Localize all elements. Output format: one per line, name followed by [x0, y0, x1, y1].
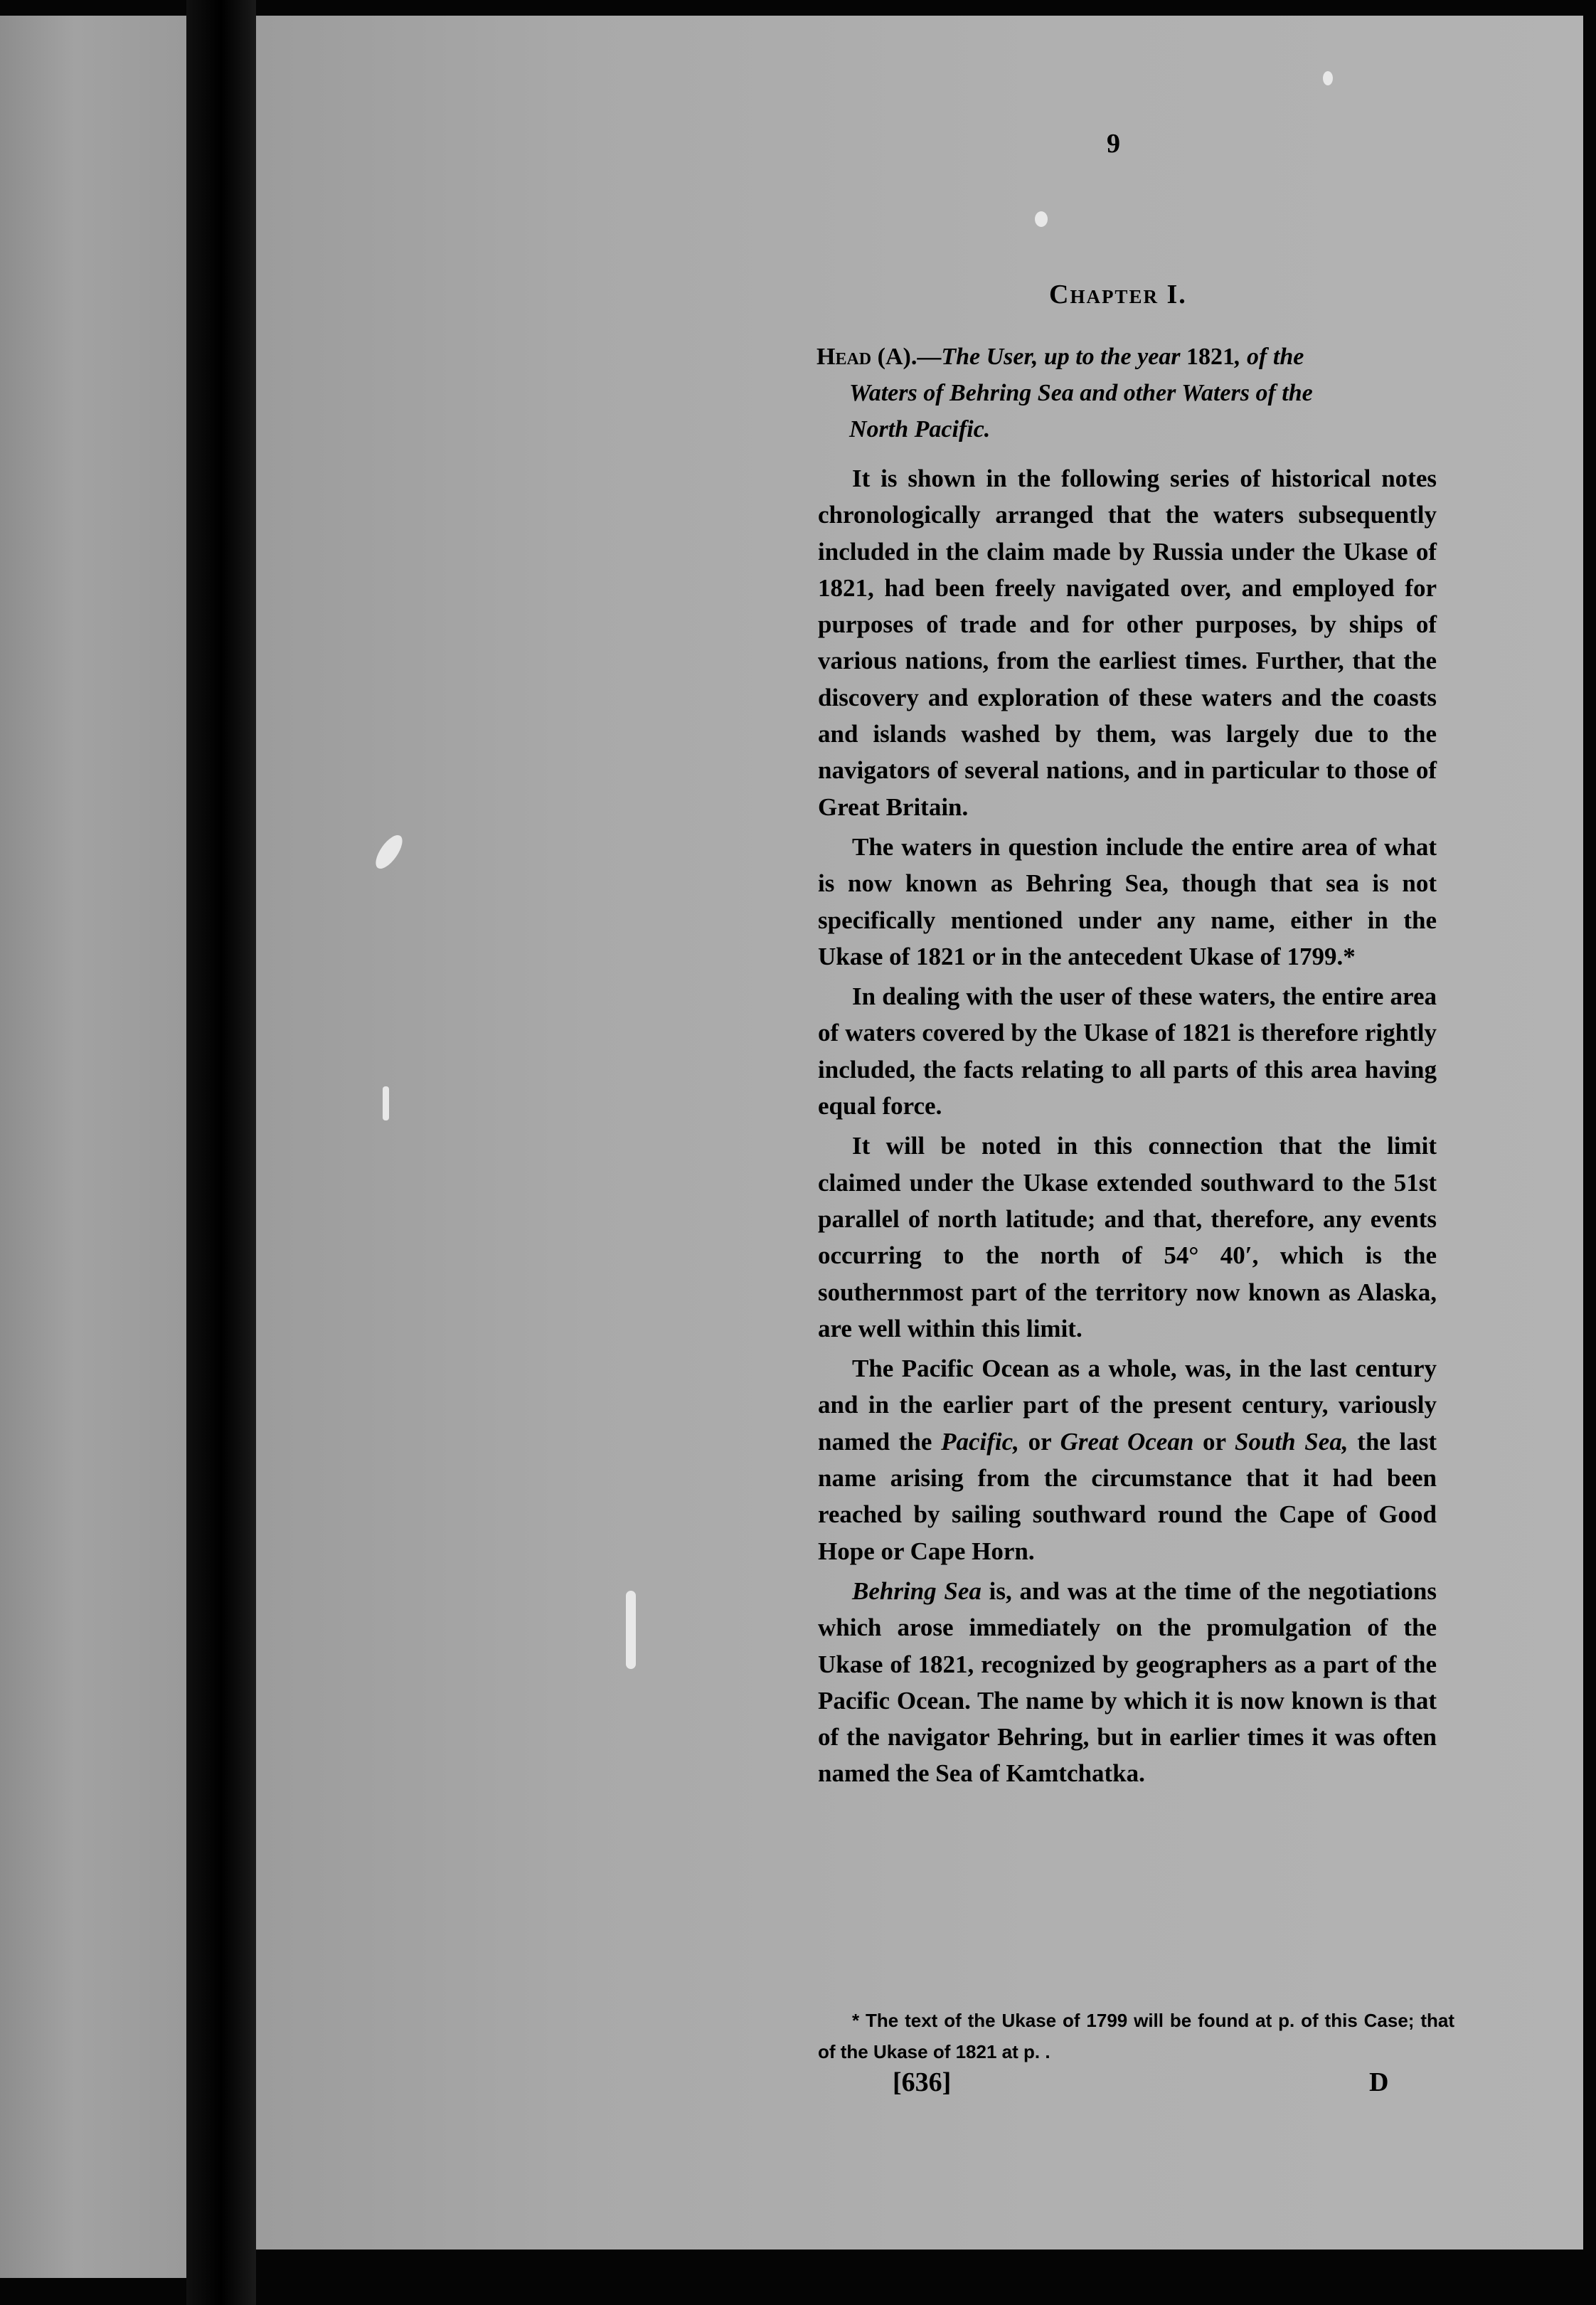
paper-blemish: [1035, 211, 1048, 227]
paper-blemish: [1323, 71, 1333, 85]
paper-blemish: [383, 1086, 389, 1120]
footnote-text: * The text of the Ukase of 1799 will be found at p. of this Case; that of the Ukase of 1821 at p. .: [818, 2010, 1454, 2062]
paper-blemish: [626, 1591, 636, 1669]
text-run: the last name arising from the circumstance that it had been reached by sailing southward round the Cape of Good Hope or Cape Horn.: [818, 1427, 1437, 1565]
italic-term: Pacific,: [941, 1427, 1019, 1456]
book-gutter: [186, 0, 256, 2305]
section-heading: [816, 339, 1437, 447]
paragraph: It will be noted in this connection that the limit claimed under the Ukase extended southward to the 51st parallel of north latitude; and that, therefore, any events occurring to the north of 54° 40′, which is the southernmost part of the territory now known as Alaska, are well within this limit.: [818, 1132, 1437, 1342]
text-run: is, and was at the time of the negotiations which arose immediately on the promulgation of the Ukase of 1821, recognized by geographers as a part of the Pacific Ocean. The name by which it is now known is that of the navigator Behring, but in earlier times it was often named the Sea of Kamtchatka.: [818, 1577, 1437, 1788]
italic-term: Great Ocean: [1060, 1427, 1194, 1456]
head-title: The User, up to the year: [941, 344, 1187, 370]
footnote: [818, 2005, 1454, 2067]
head-dash: —: [917, 344, 942, 370]
head-label: Head (A).: [816, 344, 917, 370]
paragraph: In dealing with the user of these waters, the entire area of waters covered by the Ukase of 1821 is therefore rightly included, the facts relating to all parts of this area having equal force.: [818, 982, 1437, 1120]
text-run: or: [1193, 1427, 1235, 1456]
paragraph-behring: [818, 1573, 1437, 1792]
head-year: 1821: [1186, 344, 1235, 370]
paragraph: It is shown in the following series of historical notes chronologically arranged that the waters subsequently included in the claim made by Russia under the Ukase of 1821, had been freely navigated over, and employed for purposes of trade and for other purposes, by ships of various nations, from the earliest times. Further, that the discovery and exploration of these waters and the coasts and islands washed by them, was largely due to the navigators of several nations, and in particular to those of Great Britain.: [818, 465, 1437, 821]
paragraph-pacific: [818, 1350, 1437, 1569]
head-title-end: , of the: [1235, 344, 1304, 370]
head-title-line3: North Pacific.: [849, 416, 991, 443]
text-run: The Pacific Ocean as a whole, was, in the last century and in the earlier part of the present century, variously named the: [818, 1355, 1437, 1456]
head-title-line2: Waters of Behring Sea and other Waters of the: [849, 380, 1313, 406]
page-number: 9: [1107, 129, 1120, 159]
body-text: [818, 460, 1437, 1792]
signature-letter: D: [1369, 2067, 1389, 2097]
italic-term: South Sea,: [1235, 1427, 1348, 1456]
paper-blemish: [371, 831, 407, 873]
text-run: or: [1018, 1427, 1060, 1456]
chapter-heading: Chapter I.: [1049, 280, 1187, 309]
italic-term: Behring Sea: [852, 1577, 981, 1605]
facing-page: [0, 16, 186, 2278]
printer-signature: [636]: [893, 2067, 952, 2097]
paragraph: The waters in question include the entire area of what is now known as Behring Sea, though that sea is not specifically mentioned under any name, either in the Ukase of 1821 or in the antecedent Ukase of 1799.*: [818, 832, 1437, 970]
